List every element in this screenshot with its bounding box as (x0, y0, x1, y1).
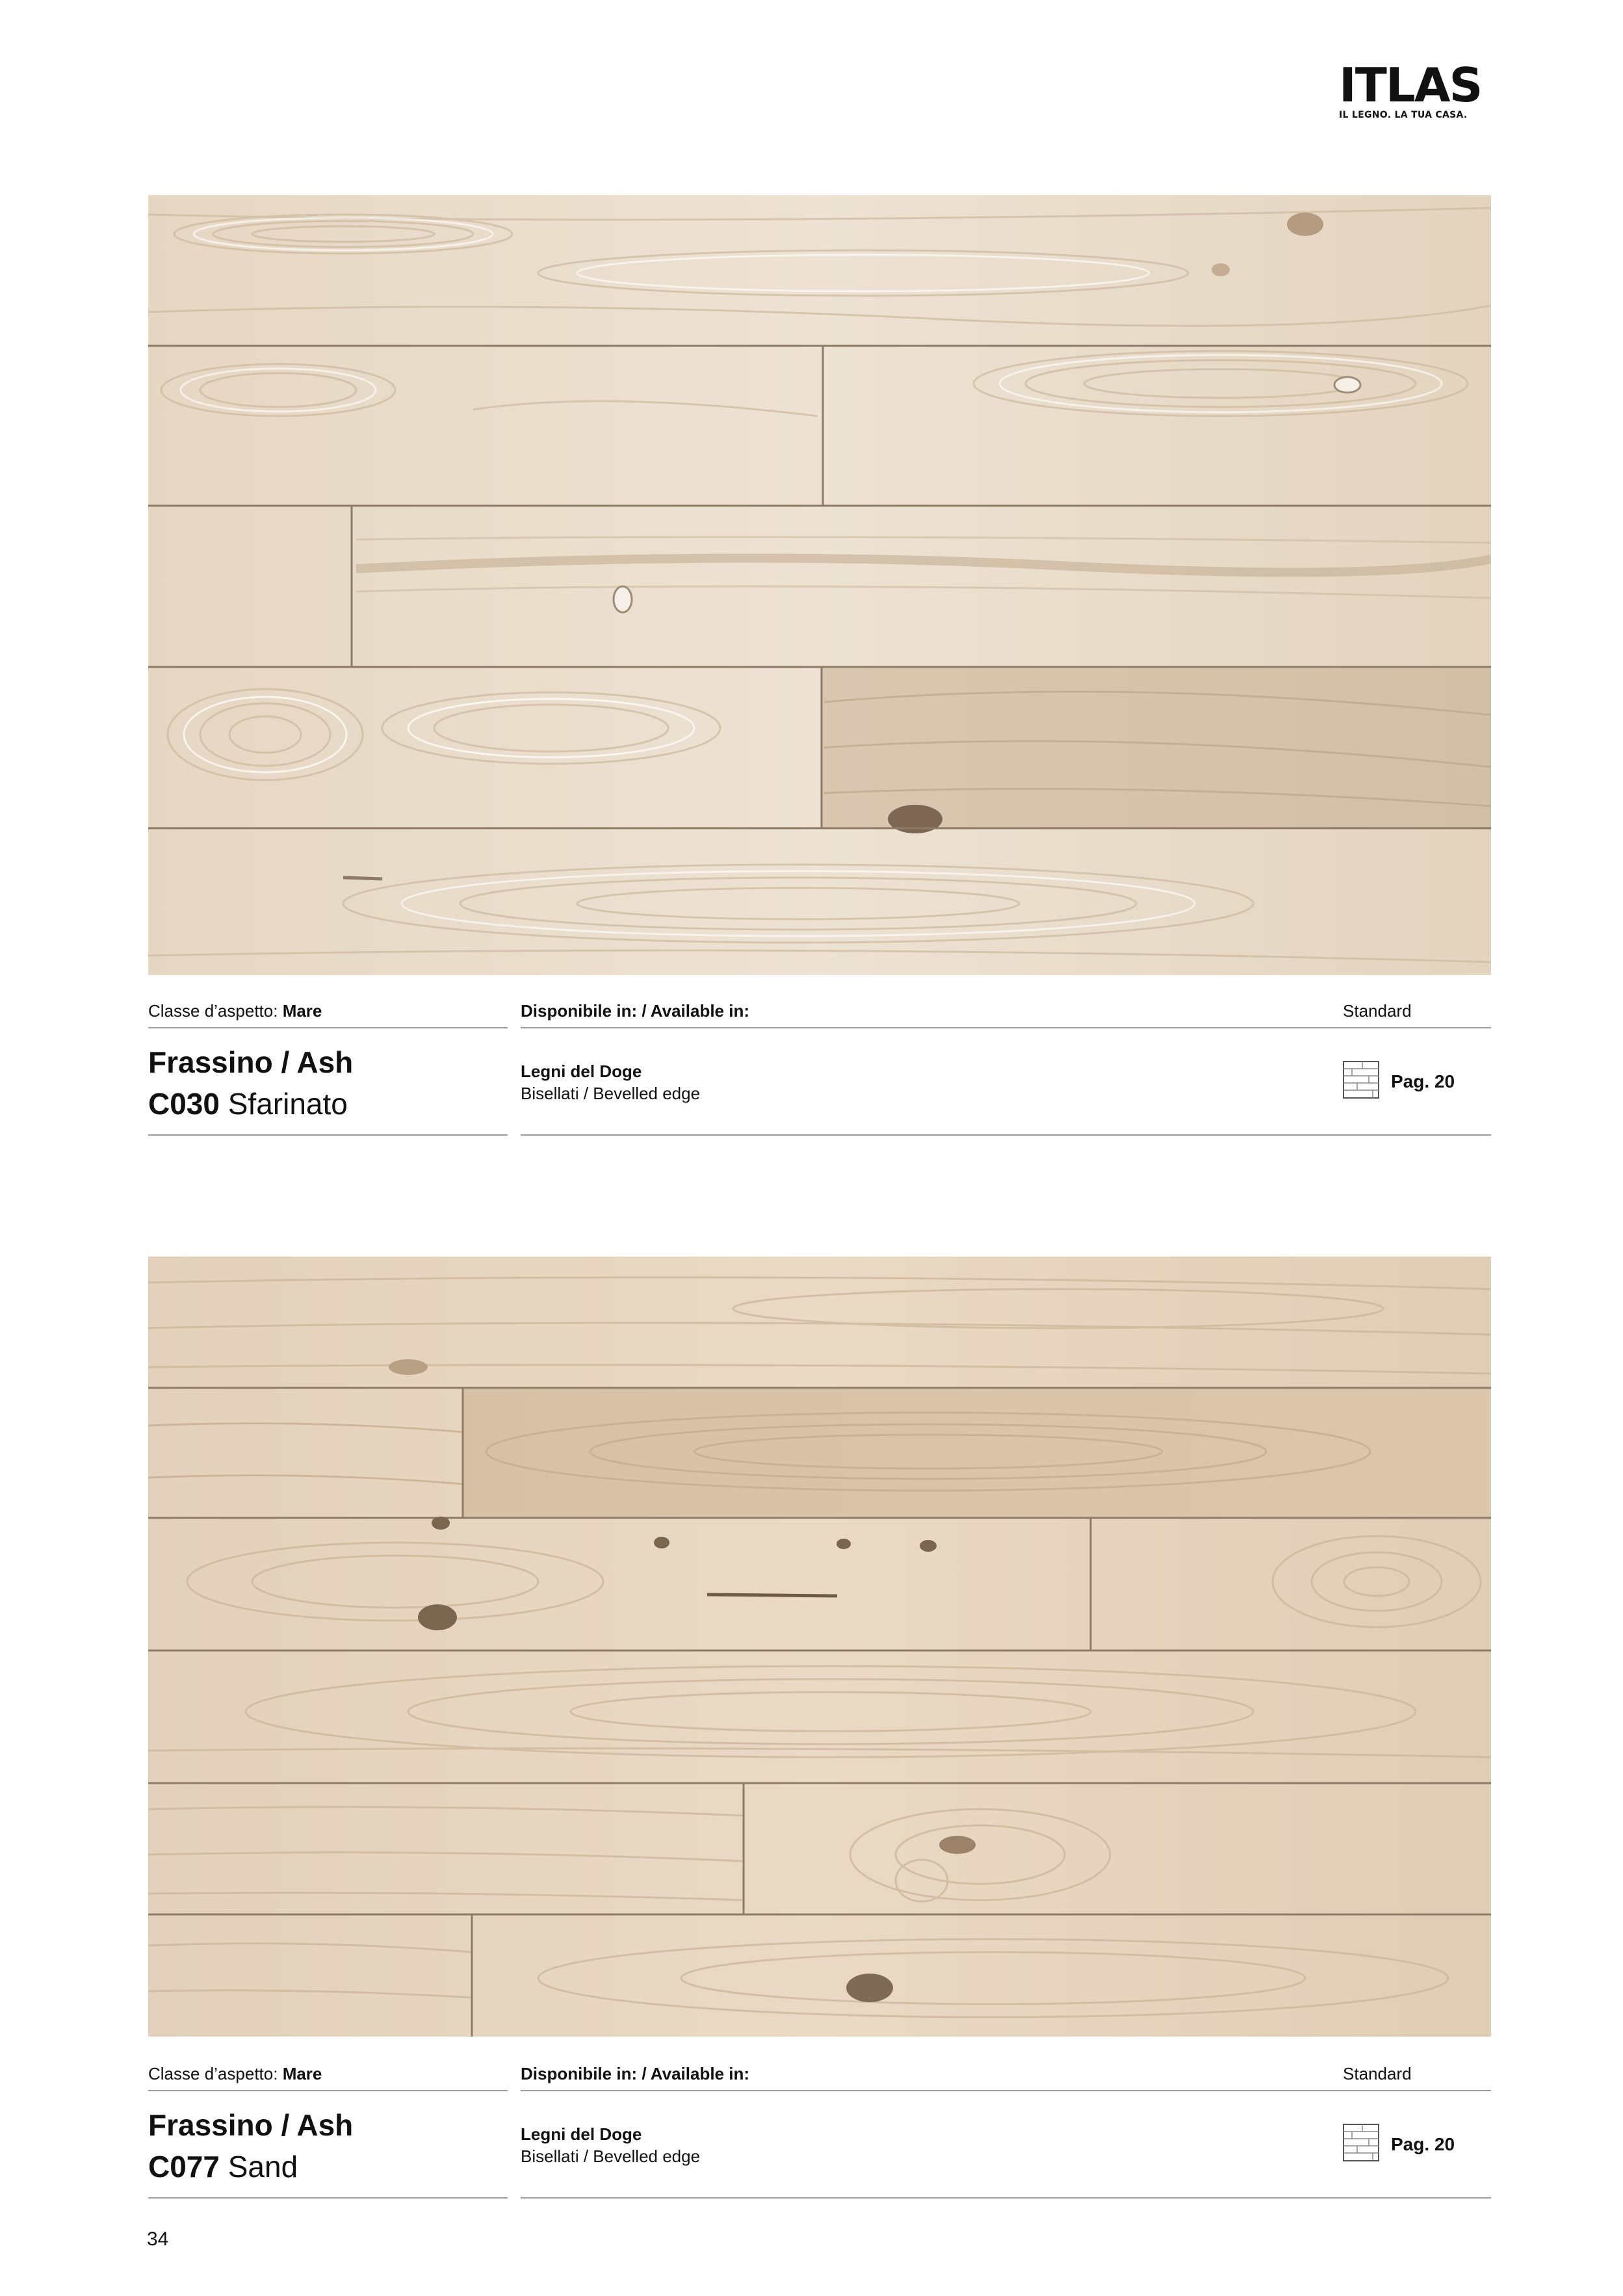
brand-logo (1339, 58, 1488, 120)
product-species: Frassino / Ash (148, 2108, 354, 2142)
divider (521, 1134, 1491, 1136)
appearance-class (148, 1001, 322, 1021)
appearance-class-label: Classe d’aspetto: (148, 1001, 278, 1021)
appearance-class-value: Mare (282, 2064, 322, 2083)
page-reference: Pag. 20 (1391, 1071, 1455, 1091)
wood-sample-photo-c030 (148, 195, 1491, 975)
standard-label: Standard (1343, 2064, 1412, 2083)
available-in-header: Disponibile in: / Available in: (521, 2064, 750, 2083)
product-code: C077 (148, 2150, 220, 2184)
product-code: C030 (148, 1087, 220, 1121)
appearance-class (148, 2064, 322, 2083)
plank-pattern-icon (1343, 1061, 1379, 1099)
plank-pattern-icon (1343, 2124, 1379, 2161)
wood-sample-photo-c077 (148, 1257, 1491, 2037)
product-species: Frassino / Ash (148, 1045, 354, 1079)
brand-name: ITLAS (1339, 58, 1482, 112)
divider (521, 2197, 1491, 2198)
standard-label: Standard (1343, 1001, 1412, 1021)
collection-name: Legni del Doge (521, 1062, 642, 1081)
page-reference: Pag. 20 (1391, 2134, 1455, 2154)
appearance-class-label: Classe d’aspetto: (148, 2064, 278, 2083)
divider (148, 2197, 508, 2198)
page-number: 34 (147, 2228, 169, 2250)
divider (148, 1027, 508, 1028)
collection-name: Legni del Doge (521, 2124, 642, 2144)
edge-type: Bisellati / Bevelled edge (521, 2146, 701, 2166)
appearance-class-value: Mare (282, 1001, 322, 1021)
divider (148, 1134, 508, 1136)
divider (521, 1027, 1491, 1028)
divider (148, 2090, 508, 2091)
edge-type: Bisellati / Bevelled edge (521, 1084, 701, 1103)
product-finish: Sand (227, 2150, 298, 2184)
divider (521, 2090, 1491, 2091)
product-finish: Sfarinato (227, 1087, 348, 1121)
product-code-line (148, 1086, 348, 1122)
brand-tagline: IL LEGNO. LA TUA CASA. (1339, 110, 1468, 120)
available-in-header: Disponibile in: / Available in: (521, 1001, 750, 1021)
product-code-line (148, 2148, 298, 2185)
